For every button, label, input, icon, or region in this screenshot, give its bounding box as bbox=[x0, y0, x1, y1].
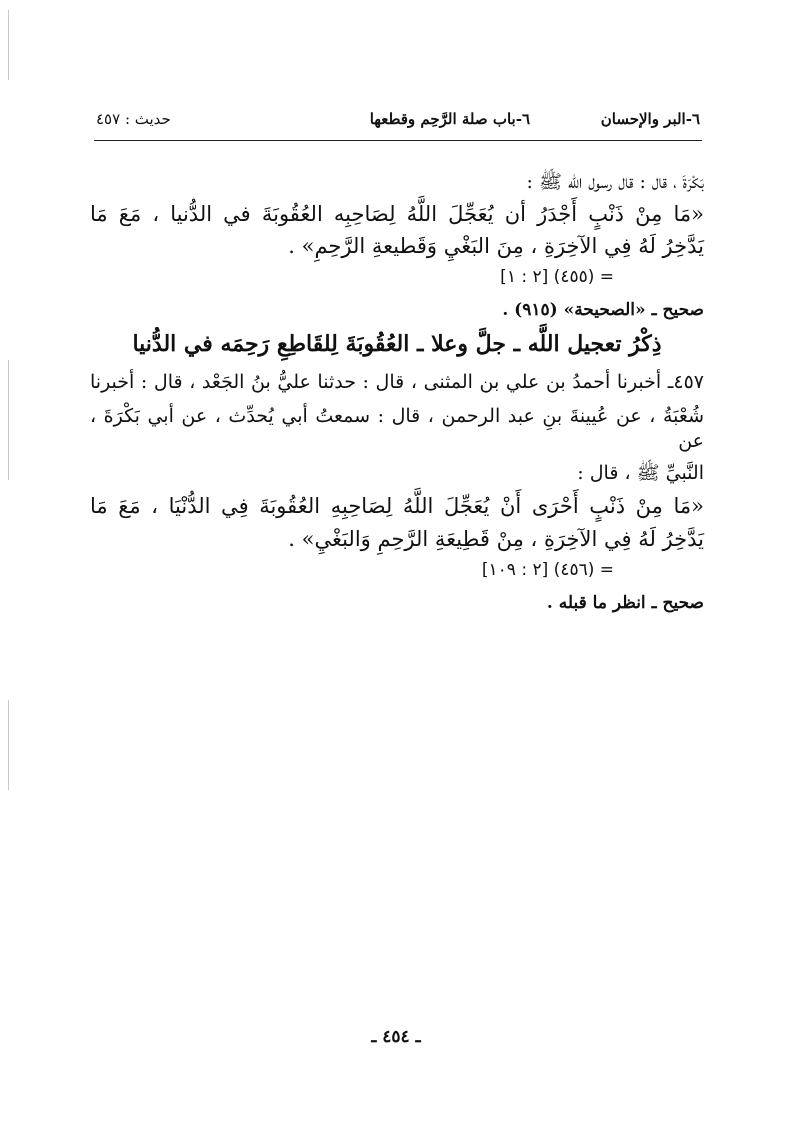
scan-edge-mark bbox=[8, 700, 9, 790]
hadith-text-line2: يَدَّخِرُ لَهُ فِي الآخِرَةِ ، مِنْ قَطِيعَةِ الرَّحِمِ وَالبَغْيِ» . bbox=[288, 526, 704, 551]
scan-edge-mark bbox=[8, 360, 9, 480]
header-hadith-number: حديث : ٤٥٧ bbox=[96, 110, 171, 128]
hadith-isnad-line1: ٤٥٧ـ أخبرنا أحمدُ بن علي بن المثنى ، قال : حدثنا عليُّ بنُ الجَعْد ، قال : أخبرنا bbox=[90, 370, 704, 393]
prev-hadith-intro: بَكْرَةَ ، قال : قال رسول الله ﷺ : bbox=[526, 171, 704, 193]
hadith-isnad-line3: النَّبيِّ ﷺ ، قال : bbox=[577, 461, 704, 484]
prev-hadith-grade: صحيح ـ «الصحيحة» (٩١٥) . bbox=[502, 300, 704, 321]
section-title: ذِكْرُ تعجيل اللَّه ـ جلَّ وعلا ـ العُقُوبَةَ لِلقَاطِعِ رَحِمَه في الدُّنيا bbox=[132, 331, 662, 358]
prev-hadith-text-line2: يَدَّخِرُ لَهُ فِي الآخِرَةِ ، مِنَ البَغْيِ وَقَطيعةِ الرَّحِمِ» . bbox=[288, 233, 704, 258]
header-book-title: ٦-البر والإحسان bbox=[600, 110, 700, 128]
header-chapter-title: ٦-باب صلة الرَّحِم وقطعها bbox=[369, 110, 530, 128]
prev-hadith-reference: = (٤٥٥) [٢ : ١] bbox=[500, 267, 614, 288]
hadith-reference: = (٤٥٦) [٢ : ١٠٩] bbox=[481, 560, 614, 581]
scan-edge-mark bbox=[8, 10, 9, 80]
page-number: ـ ٤٥٤ ـ bbox=[371, 1027, 421, 1047]
prev-hadith-text-line1: «مَا مِنْ ذَنْبٍ أَجْدَرُ أن يُعَجِّلَ اللَّهُ لِصَاحِبِه العُقُوبَةَ في الدُّنيا ، مَعَ مَا bbox=[90, 201, 704, 226]
header-divider bbox=[94, 140, 702, 141]
running-header bbox=[96, 106, 700, 136]
hadith-isnad-line2: شُعْبَةُ ، عن عُيينةَ بنِ عبد الرحمن ، قال : سمعتُ أبي يُحدِّث ، عن أبي بَكْرَةَ ، عن bbox=[90, 404, 704, 453]
page-body bbox=[90, 170, 704, 615]
hadith-text-line1: «مَا مِنْ ذَنْبٍ أَحْرَى أَنْ يُعَجِّلَ اللَّهُ لِصَاحِبِهِ العُقُوبَةَ فِي الدُّنْيَا ، مَعَ مَا bbox=[90, 494, 704, 519]
hadith-grade: صحيح ـ انظر ما قبله . bbox=[546, 593, 704, 614]
